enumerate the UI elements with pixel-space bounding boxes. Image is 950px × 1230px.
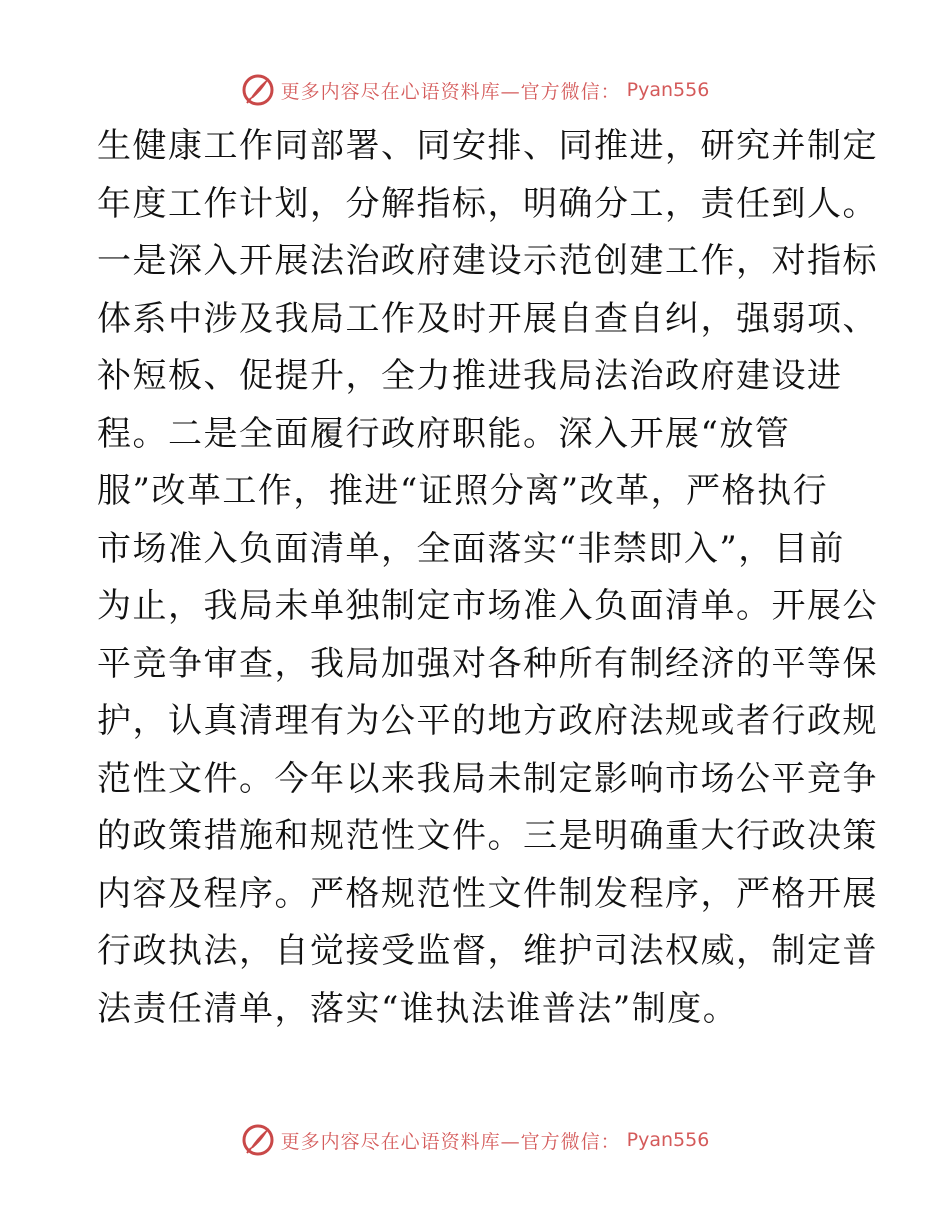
text-line: 内容及程序。严格规范性文件制发程序，严格开展 xyxy=(97,873,878,914)
text-line: 年度工作计划，分解指标，明确分工，责任到人。 xyxy=(97,183,878,224)
footer-watermark xyxy=(0,1120,950,1160)
text-line: 行政执法，自觉接受监督，维护司法权威，制定普 xyxy=(97,931,878,971)
feather-pen-logo-icon xyxy=(241,1123,275,1157)
text-line: 法责任清单，落实“谁执法谁普法”制度。 xyxy=(97,988,739,1029)
text-line: 服”改革工作，推进“证照分离”改革，严格执行 xyxy=(97,471,829,511)
text-line: 平竞争审查，我局加强对各种所有制经济的平等保 xyxy=(97,643,878,684)
header-watermark xyxy=(0,70,950,110)
watermark-text: 更多内容尽在心语资料库—官方微信： xyxy=(280,1130,621,1153)
document-body xyxy=(97,118,878,1038)
text-line: 体系中涉及我局工作及时开展自查自纠，强弱项、 xyxy=(97,298,878,339)
watermark-text: 更多内容尽在心语资料库—官方微信： xyxy=(280,80,621,103)
text-line: 程。二是全面履行政府职能。深入开展“放管 xyxy=(97,413,791,454)
feather-pen-logo-icon xyxy=(241,73,275,107)
text-line: 补短板、促提升，全力推进我局法治政府建设进 xyxy=(97,356,843,396)
text-line: 生健康工作同部署、同安排、同推进，研究并制定 xyxy=(97,126,878,166)
text-line: 的政策措施和规范性文件。三是明确重大行政决策 xyxy=(97,816,878,856)
text-line: 市场准入负面清单，全面落实“非禁即入”，目前 xyxy=(97,528,845,569)
watermark-handle: Pyan556 xyxy=(626,1129,710,1151)
text-line: 一是深入开展法治政府建设示范创建工作，对指标 xyxy=(97,241,878,281)
text-line: 护，认真清理有为公平的地方政府法规或者行政规 xyxy=(97,701,878,741)
text-line: 范性文件。今年以来我局未制定影响市场公平竞争 xyxy=(97,758,878,799)
text-line: 为止，我局未单独制定市场准入负面清单。开展公 xyxy=(97,586,878,626)
watermark-handle: Pyan556 xyxy=(626,79,710,101)
